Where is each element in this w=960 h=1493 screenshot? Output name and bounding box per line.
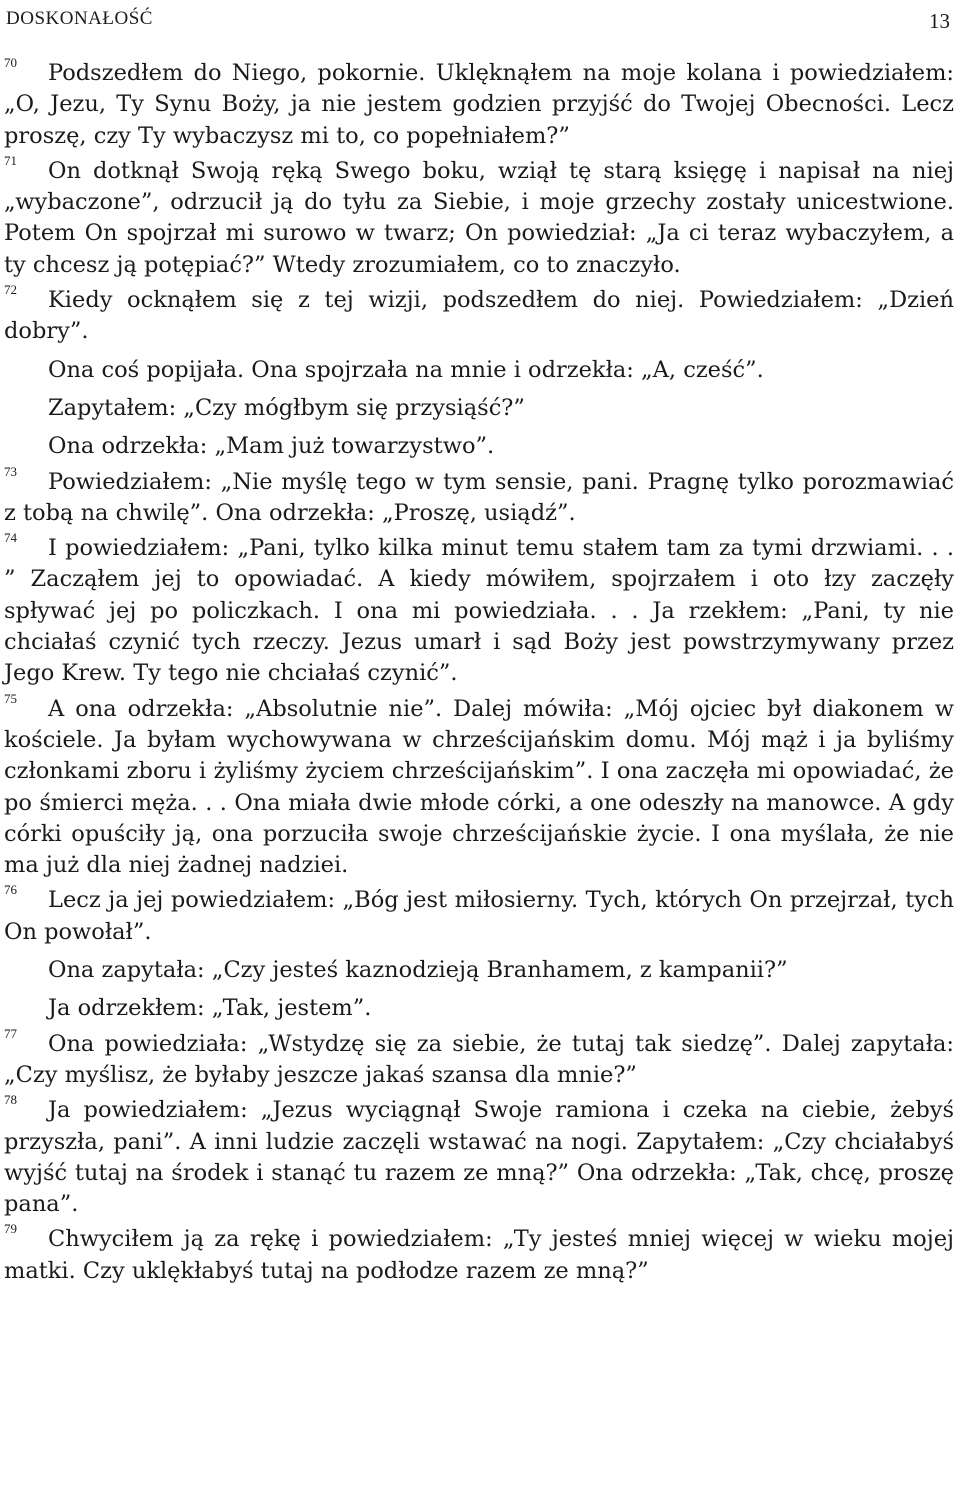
paragraph-72 (4, 282, 954, 348)
paragraph-72-line-2 (4, 355, 954, 386)
paragraph-text: Lecz ja jej powiedziałem: „Bóg jest miłosierny. Tych, których On przejrzał, tych On powołał”. (4, 887, 954, 945)
paragraph-71 (4, 152, 954, 281)
paragraph-text: I powiedziałem: „Pani, tylko kilka minut temu stałem tam za tymi drzwiami. . . ” Zacząłem jej to opowiadać. A kiedy mówiłem, spojrzałem i oto łzy zaczęły spływać jej po policzkach. I ona mi powiedziała. . . Ja rzekłem: „Pani, ty nie chciałaś czynić tych rzeczy. Jezus umarł i sąd Boży jest powstrzymywany przez Jego Krew. Ty tego nie chciałaś czynić”. (4, 535, 954, 687)
paragraph-77 (4, 1025, 954, 1092)
paragraph-76-line-3 (4, 993, 954, 1024)
paragraph-75 (4, 690, 954, 882)
paragraph-text: Ona coś popijała. Ona spojrzała na mnie i odrzekła: „A, cześć”. (48, 356, 764, 383)
paragraph-number: 73 (4, 463, 17, 479)
paragraph-73 (4, 463, 954, 530)
paragraph-76 (4, 882, 954, 948)
paragraph-text: Ja odrzekłem: „Tak, jestem”. (48, 995, 372, 1022)
paragraph-74 (4, 530, 954, 689)
paragraph-number: 72 (4, 282, 17, 298)
paragraph-text: Podszedłem do Niego, pokornie. Uklęknąłem na moje kolana i powiedziałem: „O, Jezu, Ty Synu Boży, ja nie jestem godzien przyjść do Twojej Obecności. Lecz proszę, czy Ty wybaczysz mi to, co popełniałem?” (4, 60, 954, 149)
paragraph-text: Ona powiedziała: „Wstydzę się za siebie, że tutaj tak siedzę”. Dalej zapytała: „Czy myślisz, że byłaby jeszcze jakaś szansa dla mnie?” (4, 1030, 954, 1088)
page-header (4, 0, 954, 40)
paragraph-number: 70 (4, 55, 17, 70)
paragraph-text: Kiedy ocknąłem się z tej wizji, podszedłem do niej. Powiedziałem: „Dzień dobry”. (4, 287, 954, 345)
paragraph-70 (4, 55, 954, 152)
paragraph-number: 79 (4, 1221, 17, 1237)
paragraph-number: 77 (4, 1025, 17, 1041)
paragraph-72-line-3 (4, 393, 954, 424)
paragraph-number: 71 (4, 152, 17, 168)
running-title: DOSKONAŁOŚĆ (6, 8, 153, 29)
paragraph-number: 76 (4, 882, 17, 898)
paragraph-text: On dotknął Swoją ręką Swego boku, wziął tę starą księgę i napisał na niej „wybaczone”, odrzucił ją do tyłu za Siebie, i moje grzechy zostały unicestwione. Potem On spojrzał mi surowo w twarz; On powiedział: „Ja ci teraz wybaczyłem, a ty chcesz ją potępiać?” Wtedy zrozumiałem, co to znaczyło. (4, 157, 954, 278)
paragraph-text: Ja powiedziałem: „Jezus wyciągnął Swoje ramiona i czeka na ciebie, żebyś przyszła, pani”. A inni ludzie zaczęli wstawać na nogi. Zapytałem: „Czy chciałabyś wyjść tutaj na środek i stanąć tu razem ze mną?” Ona odrzekła: „Tak, chcę, proszę pana”. (4, 1097, 954, 1218)
paragraph-number: 78 (4, 1092, 17, 1108)
paragraph-text: Powiedziałem: „Nie myślę tego w tym sensie, pani. Pragnę tylko porozmawiać z tobą na chwilę”. Ona odrzekła: „Proszę, usiądź”. (4, 468, 954, 526)
paragraph-number: 75 (4, 690, 17, 706)
paragraph-72-line-4 (4, 431, 954, 462)
paragraph-text: Ona odrzekła: „Mam już towarzystwo”. (48, 433, 495, 460)
paragraph-number: 74 (4, 530, 17, 546)
body-text (4, 55, 954, 1287)
paragraph-79 (4, 1221, 954, 1287)
paragraph-text: Chwyciłem ją za rękę i powiedziałem: „Ty jesteś mniej więcej w wieku mojej matki. Czy uklękłabyś tutaj na podłodze razem ze mną?” (4, 1226, 954, 1284)
paragraph-text: A ona odrzekła: „Absolutnie nie”. Dalej mówiła: „Mój ojciec był diakonem w kościele. Ja byłam wychowywana w chrześcijańskim domu. Mój mąż i ja byliśmy członkami zboru i żyliśmy życiem chrześcijańskim”. I ona zaczęła mi opowiadać, że po śmierci męża. . . Ona miała dwie młode córki, a one odeszły na manowce. A gdy córki opuściły ją, ona porzuciła swoje chrześcijańskie życie. I ona myślała, że nie ma już dla niej żadnej nadziei. (4, 695, 954, 879)
paragraph-78 (4, 1092, 954, 1220)
paragraph-76-line-2 (4, 955, 954, 986)
page-number: 13 (929, 9, 950, 33)
paragraph-text: Ona zapytała: „Czy jesteś kaznodzieją Branhamem, z kampanii?” (48, 957, 788, 984)
paragraph-text: Zapytałem: „Czy mógłbym się przysiąść?” (48, 394, 525, 421)
